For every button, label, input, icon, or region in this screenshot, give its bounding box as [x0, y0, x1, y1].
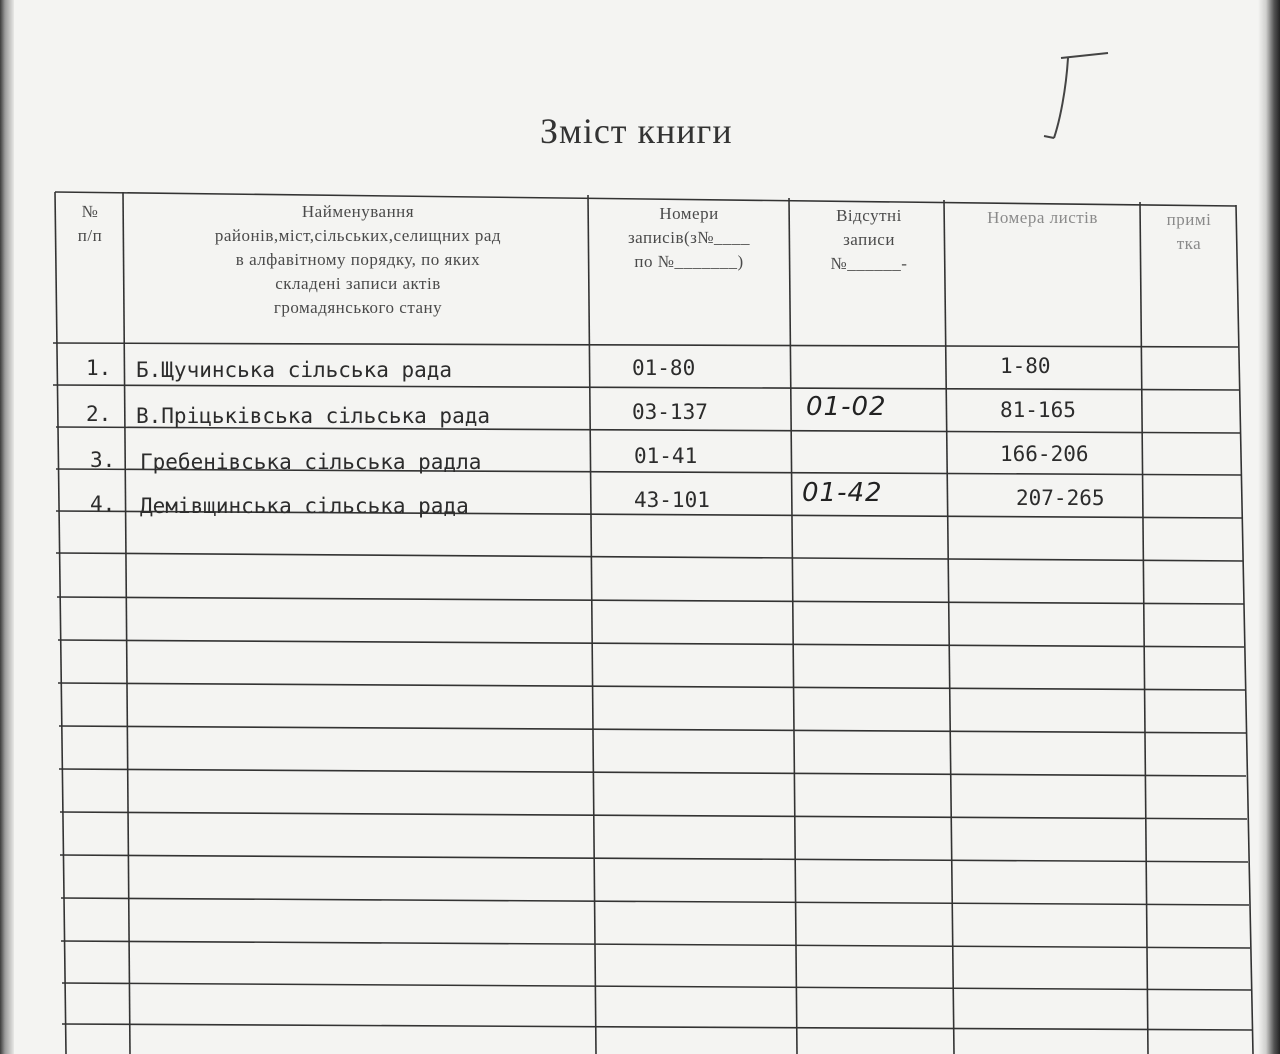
- header-missing-line-2: записи: [843, 230, 895, 249]
- row-2-records: 03-137: [632, 400, 708, 424]
- row-3-records: 01-41: [634, 444, 698, 468]
- header-name-line-3: в алфавітному порядку, по яких: [235, 250, 481, 269]
- header-records-line-3: по №_______): [634, 252, 744, 271]
- header-missing-line-3: №______-: [830, 254, 908, 273]
- header-num-line-2: п/п: [77, 226, 103, 245]
- header-num: [58, 200, 122, 248]
- header-name-line-1: Найменування: [301, 202, 415, 221]
- header-sheets: [950, 206, 1135, 230]
- row-3-name: Гребенівська сільська радла: [140, 450, 482, 474]
- header-name-line-5: громадянського стану: [273, 298, 443, 317]
- header-records-line-2: записів(з№____: [627, 228, 751, 247]
- header-records-line-1: Номери: [659, 204, 719, 223]
- row-1-num: 1.: [86, 356, 112, 380]
- header-notes-line-2: тка: [1176, 234, 1202, 253]
- row-4-sheets: 207-265: [1016, 486, 1105, 510]
- row-3-sheets: 166-206: [1000, 442, 1089, 466]
- row-4-missing: 01-42: [802, 478, 883, 508]
- row-1-sheets: 1-80: [1000, 354, 1051, 378]
- page-title: Зміст книги: [540, 111, 733, 151]
- row-1-records: 01-80: [632, 356, 696, 380]
- row-4-num: 4.: [90, 492, 116, 516]
- row-2-missing: 01-02: [806, 392, 887, 422]
- header-missing: [794, 204, 944, 276]
- row-1-name: Б.Щучинська сільська рада: [136, 358, 453, 382]
- header-num-line-1: №: [81, 202, 99, 221]
- header-missing-line-1: Відсутні: [836, 206, 902, 225]
- header-sheets-line-1: Номера листів: [987, 208, 1098, 227]
- header-notes: [1146, 208, 1232, 256]
- row-4-name: Демівщинська сільська рада: [140, 494, 469, 518]
- header-name-line-2: районів,міст,сільських,селищних рад: [214, 226, 502, 245]
- row-2-sheets: 81-165: [1000, 398, 1076, 422]
- header-name-line-4: складені записи актів: [275, 274, 441, 293]
- row-2-num: 2.: [86, 402, 112, 426]
- row-3-num: 3.: [90, 448, 116, 472]
- row-4-records: 43-101: [634, 488, 710, 512]
- row-2-name: В.Пріцьківська сільська рада: [136, 404, 491, 428]
- header-records: [594, 202, 784, 274]
- header-notes-line-1: примі: [1166, 210, 1212, 229]
- header-name: [128, 200, 588, 320]
